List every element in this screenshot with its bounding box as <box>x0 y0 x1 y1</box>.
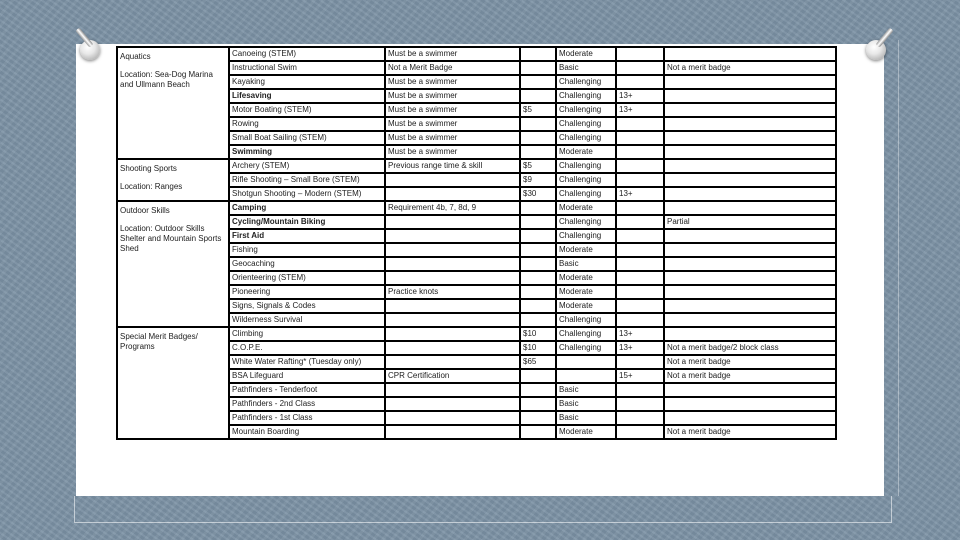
requirement-cell <box>385 411 520 425</box>
difficulty-cell: Challenging <box>556 103 616 117</box>
note-cell: Not a merit badge/2 block class <box>664 341 836 355</box>
note-cell: Partial <box>664 215 836 229</box>
program-area-name: Shooting Sports <box>120 164 177 173</box>
cost-cell <box>520 229 556 243</box>
cost-cell <box>520 47 556 61</box>
requirement-cell <box>385 215 520 229</box>
requirement-cell <box>385 425 520 439</box>
cost-cell <box>520 61 556 75</box>
difficulty-cell: Moderate <box>556 201 616 215</box>
requirement-cell: Must be a swimmer <box>385 145 520 159</box>
program-area-cell <box>117 201 229 327</box>
badge-name-cell: Pathfinders - 2nd Class <box>229 397 385 411</box>
badge-name-cell: Orienteering (STEM) <box>229 271 385 285</box>
program-area-name: Outdoor Skills <box>120 206 170 215</box>
difficulty-cell: Challenging <box>556 131 616 145</box>
cost-cell: $9 <box>520 173 556 187</box>
age-cell <box>616 159 664 173</box>
difficulty-cell: Moderate <box>556 243 616 257</box>
note-cell <box>664 201 836 215</box>
note-cell <box>664 75 836 89</box>
badge-name-cell: White Water Rafting* (Tuesday only) <box>229 355 385 369</box>
requirement-cell <box>385 173 520 187</box>
badge-name-cell: Instructional Swim <box>229 61 385 75</box>
cost-cell: $10 <box>520 327 556 341</box>
difficulty-cell: Challenging <box>556 117 616 131</box>
note-cell <box>664 243 836 257</box>
requirement-cell <box>385 313 520 327</box>
note-cell <box>664 285 836 299</box>
requirement-cell <box>385 187 520 201</box>
program-area-cell <box>117 159 229 201</box>
difficulty-cell: Moderate <box>556 425 616 439</box>
difficulty-cell: Basic <box>556 397 616 411</box>
cost-cell: $5 <box>520 103 556 117</box>
program-area-name: Aquatics <box>120 52 151 61</box>
note-cell: Not a merit badge <box>664 61 836 75</box>
difficulty-cell: Moderate <box>556 47 616 61</box>
age-cell <box>616 145 664 159</box>
note-cell: Not a merit badge <box>664 355 836 369</box>
cost-cell <box>520 257 556 271</box>
badge-name-cell: Lifesaving <box>229 89 385 103</box>
age-cell <box>616 131 664 145</box>
age-cell <box>616 229 664 243</box>
difficulty-cell: Moderate <box>556 145 616 159</box>
age-cell: 13+ <box>616 89 664 103</box>
requirement-cell: CPR Certification <box>385 369 520 383</box>
difficulty-cell: Basic <box>556 411 616 425</box>
program-area-name: Special Merit Badges/ Programs <box>120 332 198 351</box>
slide-frame-right <box>888 40 899 496</box>
badge-name-cell: Shotgun Shooting – Modern (STEM) <box>229 187 385 201</box>
note-cell <box>664 103 836 117</box>
difficulty-cell: Challenging <box>556 173 616 187</box>
requirement-cell <box>385 397 520 411</box>
note-cell <box>664 313 836 327</box>
document-sheet <box>76 44 884 496</box>
age-cell <box>616 61 664 75</box>
requirement-cell <box>385 355 520 369</box>
requirement-cell <box>385 299 520 313</box>
pushpin-icon <box>866 40 886 60</box>
program-area-cell <box>117 327 229 439</box>
age-cell <box>616 257 664 271</box>
cost-cell <box>520 75 556 89</box>
badge-name-cell: Pathfinders - 1st Class <box>229 411 385 425</box>
cost-cell <box>520 299 556 313</box>
pushpin-icon <box>80 40 100 60</box>
badge-name-cell: Wilderness Survival <box>229 313 385 327</box>
difficulty-cell: Moderate <box>556 271 616 285</box>
cost-cell <box>520 201 556 215</box>
table-row <box>117 201 836 215</box>
badge-name-cell: Mountain Boarding <box>229 425 385 439</box>
cost-cell <box>520 425 556 439</box>
badge-name-cell: Rifle Shooting – Small Bore (STEM) <box>229 173 385 187</box>
note-cell <box>664 159 836 173</box>
badge-name-cell: Kayaking <box>229 75 385 89</box>
cost-cell <box>520 131 556 145</box>
badge-name-cell: Motor Boating (STEM) <box>229 103 385 117</box>
badge-name-cell: BSA Lifeguard <box>229 369 385 383</box>
badge-name-cell: First Aid <box>229 229 385 243</box>
difficulty-cell <box>556 369 616 383</box>
badge-name-cell: Swimming <box>229 145 385 159</box>
cost-cell: $30 <box>520 187 556 201</box>
requirement-cell <box>385 229 520 243</box>
program-area-location: Location: Outdoor Skills Shelter and Mountain Sports Shed <box>120 224 222 253</box>
age-cell <box>616 47 664 61</box>
difficulty-cell: Challenging <box>556 215 616 229</box>
cost-cell <box>520 411 556 425</box>
age-cell: 13+ <box>616 103 664 117</box>
requirement-cell: Must be a swimmer <box>385 131 520 145</box>
difficulty-cell: Challenging <box>556 89 616 103</box>
program-area-location: Location: Ranges <box>120 182 183 191</box>
difficulty-cell: Moderate <box>556 299 616 313</box>
age-cell <box>616 383 664 397</box>
note-cell: Not a merit badge <box>664 425 836 439</box>
requirement-cell <box>385 257 520 271</box>
note-cell <box>664 173 836 187</box>
requirement-cell: Previous range time & skill <box>385 159 520 173</box>
badge-name-cell: C.O.P.E. <box>229 341 385 355</box>
requirement-cell: Practice knots <box>385 285 520 299</box>
age-cell <box>616 313 664 327</box>
age-cell <box>616 397 664 411</box>
requirement-cell <box>385 271 520 285</box>
age-cell: 15+ <box>616 369 664 383</box>
difficulty-cell: Challenging <box>556 341 616 355</box>
badge-name-cell: Archery (STEM) <box>229 159 385 173</box>
note-cell <box>664 411 836 425</box>
age-cell <box>616 271 664 285</box>
difficulty-cell: Challenging <box>556 159 616 173</box>
cost-cell: $65 <box>520 355 556 369</box>
cost-cell <box>520 285 556 299</box>
requirement-cell: Must be a swimmer <box>385 103 520 117</box>
badge-name-cell: Signs, Signals & Codes <box>229 299 385 313</box>
cost-cell <box>520 271 556 285</box>
difficulty-cell: Basic <box>556 383 616 397</box>
note-cell <box>664 271 836 285</box>
note-cell <box>664 229 836 243</box>
difficulty-cell: Challenging <box>556 327 616 341</box>
age-cell: 13+ <box>616 187 664 201</box>
age-cell <box>616 215 664 229</box>
note-cell <box>664 383 836 397</box>
age-cell <box>616 299 664 313</box>
cost-cell: $10 <box>520 341 556 355</box>
badge-name-cell: Climbing <box>229 327 385 341</box>
cost-cell <box>520 369 556 383</box>
requirement-cell <box>385 243 520 257</box>
age-cell <box>616 411 664 425</box>
difficulty-cell: Moderate <box>556 285 616 299</box>
age-cell <box>616 117 664 131</box>
note-cell <box>664 117 836 131</box>
cost-cell: $5 <box>520 159 556 173</box>
note-cell <box>664 47 836 61</box>
requirement-cell: Not a Merit Badge <box>385 61 520 75</box>
badge-name-cell: Cycling/Mountain Biking <box>229 215 385 229</box>
badge-name-cell: Pioneering <box>229 285 385 299</box>
slide-frame-bottom <box>74 496 892 523</box>
age-cell <box>616 355 664 369</box>
note-cell <box>664 145 836 159</box>
difficulty-cell: Basic <box>556 257 616 271</box>
badge-name-cell: Pathfinders - Tenderfoot <box>229 383 385 397</box>
difficulty-cell: Basic <box>556 61 616 75</box>
note-cell <box>664 299 836 313</box>
cost-cell <box>520 243 556 257</box>
age-cell: 13+ <box>616 341 664 355</box>
age-cell <box>616 173 664 187</box>
age-cell: 13+ <box>616 327 664 341</box>
note-cell <box>664 327 836 341</box>
age-cell <box>616 243 664 257</box>
badge-name-cell: Rowing <box>229 117 385 131</box>
badge-name-cell: Fishing <box>229 243 385 257</box>
badge-name-cell: Small Boat Sailing (STEM) <box>229 131 385 145</box>
table-row <box>117 159 836 173</box>
badge-name-cell: Canoeing (STEM) <box>229 47 385 61</box>
age-cell <box>616 75 664 89</box>
difficulty-cell: Challenging <box>556 187 616 201</box>
note-cell: Not a merit badge <box>664 369 836 383</box>
difficulty-cell: Challenging <box>556 229 616 243</box>
requirement-cell <box>385 383 520 397</box>
difficulty-cell <box>556 355 616 369</box>
cost-cell <box>520 145 556 159</box>
cost-cell <box>520 117 556 131</box>
table-row <box>117 47 836 61</box>
table-row <box>117 327 836 341</box>
age-cell <box>616 201 664 215</box>
age-cell <box>616 425 664 439</box>
merit-badge-table <box>116 46 837 440</box>
age-cell <box>616 285 664 299</box>
cost-cell <box>520 215 556 229</box>
cost-cell <box>520 89 556 103</box>
program-area-cell <box>117 47 229 159</box>
difficulty-cell: Challenging <box>556 313 616 327</box>
difficulty-cell: Challenging <box>556 75 616 89</box>
note-cell <box>664 257 836 271</box>
cost-cell <box>520 313 556 327</box>
badge-name-cell: Camping <box>229 201 385 215</box>
note-cell <box>664 187 836 201</box>
requirement-cell: Must be a swimmer <box>385 47 520 61</box>
note-cell <box>664 397 836 411</box>
program-area-location: Location: Sea-Dog Marina and Ullmann Beach <box>120 70 213 89</box>
requirement-cell <box>385 327 520 341</box>
cost-cell <box>520 383 556 397</box>
badge-name-cell: Geocaching <box>229 257 385 271</box>
cost-cell <box>520 397 556 411</box>
requirement-cell: Requirement 4b, 7, 8d, 9 <box>385 201 520 215</box>
note-cell <box>664 89 836 103</box>
requirement-cell: Must be a swimmer <box>385 89 520 103</box>
merit-badge-table-body <box>117 47 836 439</box>
note-cell <box>664 131 836 145</box>
requirement-cell: Must be a swimmer <box>385 117 520 131</box>
requirement-cell: Must be a swimmer <box>385 75 520 89</box>
requirement-cell <box>385 341 520 355</box>
